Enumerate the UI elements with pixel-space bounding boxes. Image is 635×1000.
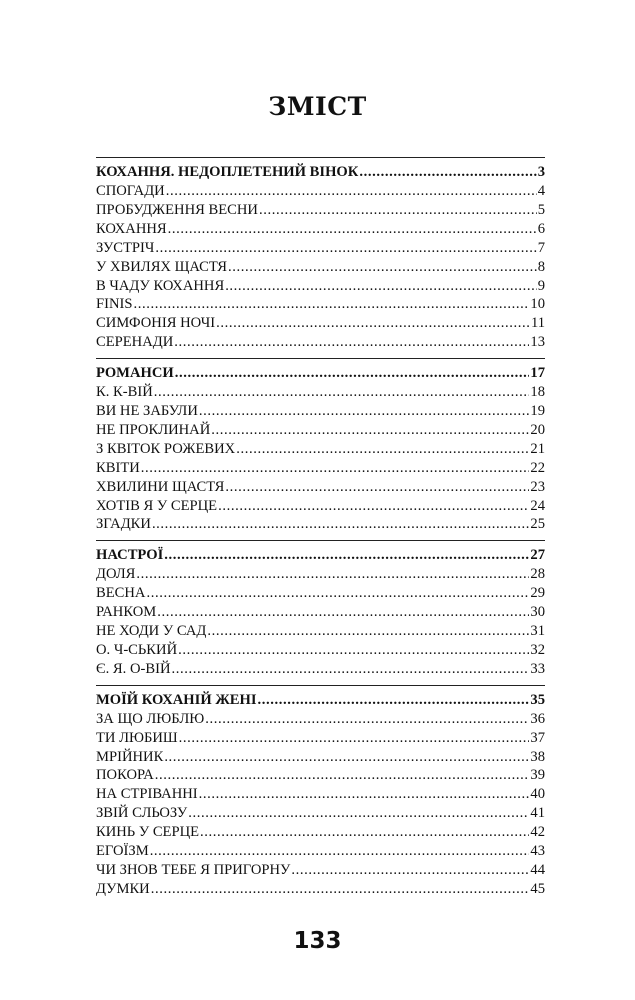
dot-leader xyxy=(225,277,537,296)
toc-entry xyxy=(96,220,545,239)
toc-entry-title: У ХВИЛЯХ ЩАСТЯ xyxy=(96,258,227,275)
toc-heading-title: МОЇЙ КОХАНІЙ ЖЕНІ xyxy=(96,691,257,708)
toc-entry xyxy=(96,710,545,729)
toc-entry-page: 5 xyxy=(537,201,545,218)
toc-entry xyxy=(96,729,545,748)
dot-leader xyxy=(359,163,536,182)
dot-leader xyxy=(211,421,529,440)
toc-section-heading xyxy=(96,691,545,710)
toc-entry-page: 13 xyxy=(530,334,545,351)
toc-entry xyxy=(96,880,545,899)
toc-entry-page: 23 xyxy=(530,478,545,495)
page-title: ЗМІСТ xyxy=(268,92,367,121)
dot-leader xyxy=(168,220,537,239)
dot-leader xyxy=(216,314,530,333)
toc-entry-title: ХВИЛИНИ ЩАСТЯ xyxy=(96,478,225,495)
toc-entry xyxy=(96,842,545,861)
toc-entry-page: 8 xyxy=(537,258,545,275)
toc-entry-title: НА СТРІВАННІ xyxy=(96,786,198,803)
dot-leader xyxy=(199,402,530,421)
toc-entry xyxy=(96,622,545,641)
toc-entry xyxy=(96,823,545,842)
toc-heading-title: КОХАННЯ. НЕДОПЛЕТЕНИЙ ВІНОК xyxy=(96,164,359,181)
toc-entry-page: 9 xyxy=(537,277,545,294)
dot-leader xyxy=(178,641,529,660)
toc-entry-title: З КВІТОК РОЖЕВИХ xyxy=(96,440,236,457)
toc-entry xyxy=(96,258,545,277)
dot-leader xyxy=(207,622,529,641)
toc-entry xyxy=(96,333,545,352)
toc-entry-page: 45 xyxy=(530,880,545,897)
toc-entry-page: 43 xyxy=(530,843,545,860)
dot-leader xyxy=(200,823,529,842)
toc-entry xyxy=(96,277,545,296)
toc-entry-page: 38 xyxy=(530,748,545,765)
toc-entry-page: 19 xyxy=(530,403,545,420)
toc-entry-page: 7 xyxy=(537,239,545,256)
dot-leader xyxy=(164,748,529,767)
dot-leader xyxy=(151,880,530,899)
toc-entry xyxy=(96,861,545,880)
dot-leader xyxy=(205,710,529,729)
toc-entry-page: 39 xyxy=(530,767,545,784)
toc-entry-title: ВЕСНА xyxy=(96,585,146,602)
toc-entry xyxy=(96,314,545,333)
toc-entry-title: КИНЬ У СЕРЦЕ xyxy=(96,824,200,841)
toc-section-heading xyxy=(96,163,545,182)
toc-entry xyxy=(96,440,545,459)
toc-entry-title: ЗГАДКИ xyxy=(96,516,151,533)
dot-leader xyxy=(134,295,530,314)
dot-leader xyxy=(150,842,530,861)
toc-entry xyxy=(96,295,545,314)
dot-leader xyxy=(157,603,529,622)
toc-entry-page: 21 xyxy=(530,440,545,457)
toc-entry-page: 30 xyxy=(530,604,545,621)
toc-heading-page: 35 xyxy=(530,691,545,708)
dot-leader xyxy=(141,459,530,478)
toc-entry-title: ПРОБУДЖЕННЯ ВЕСНИ xyxy=(96,201,258,218)
toc-entry-title: Є. Я. О-ВІЙ xyxy=(96,660,171,677)
toc-entry-title: ХОТІВ Я У СЕРЦЕ xyxy=(96,497,218,514)
toc-entry-title: О. Ч-СЬКИЙ xyxy=(96,641,178,658)
toc-entry-title: СЕРЕНАДИ xyxy=(96,334,174,351)
dot-leader xyxy=(155,766,530,785)
toc-entry-title: ЕГОЇЗМ xyxy=(96,843,149,860)
toc-entry xyxy=(96,641,545,660)
toc-entry-page: 28 xyxy=(530,566,545,583)
section-divider xyxy=(96,157,545,158)
toc-entry-page: 37 xyxy=(530,729,545,746)
dot-leader xyxy=(179,729,530,748)
toc-entry xyxy=(96,515,545,534)
dot-leader xyxy=(218,497,529,516)
toc-entry xyxy=(96,421,545,440)
toc-entry-page: 18 xyxy=(530,384,545,401)
toc-entry-page: 10 xyxy=(530,296,545,313)
toc-entry-title: СПОГАДИ xyxy=(96,183,165,200)
toc-heading-page: 3 xyxy=(537,164,545,181)
toc-entry xyxy=(96,660,545,679)
dot-leader xyxy=(174,333,529,352)
table-of-contents xyxy=(96,157,545,899)
dot-leader xyxy=(136,565,529,584)
toc-entry-title: КОХАННЯ xyxy=(96,220,167,237)
dot-leader xyxy=(258,691,530,710)
toc-entry-page: 33 xyxy=(530,660,545,677)
dot-leader xyxy=(172,660,530,679)
toc-heading-title: НАСТРОЇ xyxy=(96,547,164,564)
toc-entry-page: 36 xyxy=(530,710,545,727)
toc-entry xyxy=(96,584,545,603)
toc-entry-title: ДОЛЯ xyxy=(96,566,136,583)
section-divider xyxy=(96,685,545,686)
toc-entry-title: ЗВІЙ СЛЬОЗУ xyxy=(96,805,188,822)
toc-entry-page: 31 xyxy=(530,623,545,640)
section-divider xyxy=(96,358,545,359)
toc-entry-page: 22 xyxy=(530,459,545,476)
section-divider xyxy=(96,540,545,541)
toc-entry-page: 24 xyxy=(530,497,545,514)
toc-entry-title: FINIS xyxy=(96,296,133,313)
toc-entry-page: 44 xyxy=(530,861,545,878)
toc-entry-title: МРІЙНИК xyxy=(96,748,164,765)
toc-entry-page: 6 xyxy=(537,220,545,237)
toc-heading-page: 17 xyxy=(530,365,545,382)
toc-entry-page: 4 xyxy=(537,183,545,200)
toc-entry-title: НЕ ХОДИ У САД xyxy=(96,623,207,640)
dot-leader xyxy=(225,478,529,497)
dot-leader xyxy=(152,515,529,534)
toc-entry-title: ЗА ЩО ЛЮБЛЮ xyxy=(96,710,205,727)
toc-entry-title: ВИ НЕ ЗАБУЛИ xyxy=(96,403,198,420)
toc-entry xyxy=(96,478,545,497)
toc-entry xyxy=(96,748,545,767)
toc-entry-title: В ЧАДУ КОХАННЯ xyxy=(96,277,225,294)
toc-entry-title: ТИ ЛЮБИШ xyxy=(96,729,178,746)
toc-entry-page: 20 xyxy=(530,421,545,438)
toc-entry xyxy=(96,239,545,258)
toc-entry-page: 42 xyxy=(530,824,545,841)
toc-entry xyxy=(96,201,545,220)
dot-leader xyxy=(164,546,529,565)
toc-heading-page: 27 xyxy=(530,547,545,564)
toc-entry-page: 41 xyxy=(530,805,545,822)
toc-entry xyxy=(96,497,545,516)
toc-entry-title: НЕ ПРОКЛИНАЙ xyxy=(96,421,211,438)
toc-entry xyxy=(96,182,545,201)
toc-entry xyxy=(96,603,545,622)
page-number: 133 xyxy=(293,928,342,954)
toc-section-heading xyxy=(96,546,545,565)
toc-entry xyxy=(96,785,545,804)
toc-entry-title: РАНКОМ xyxy=(96,604,157,621)
toc-entry xyxy=(96,459,545,478)
toc-section-heading xyxy=(96,364,545,383)
toc-entry xyxy=(96,565,545,584)
toc-entry-page: 11 xyxy=(530,315,545,332)
toc-entry-title: ЧИ ЗНОВ ТЕБЕ Я ПРИГОРНУ xyxy=(96,861,291,878)
dot-leader xyxy=(155,239,536,258)
toc-entry xyxy=(96,766,545,785)
dot-leader xyxy=(199,785,530,804)
dot-leader xyxy=(175,364,530,383)
toc-entry xyxy=(96,804,545,823)
dot-leader xyxy=(188,804,529,823)
toc-entry xyxy=(96,402,545,421)
dot-leader xyxy=(146,584,529,603)
toc-entry-page: 40 xyxy=(530,786,545,803)
toc-entry xyxy=(96,383,545,402)
toc-heading-title: РОМАНСИ xyxy=(96,365,174,382)
toc-entry-page: 25 xyxy=(530,516,545,533)
dot-leader xyxy=(259,201,537,220)
toc-entry-title: ДУМКИ xyxy=(96,880,150,897)
toc-entry-title: К. К-ВІЙ xyxy=(96,384,153,401)
toc-entry-title: ЗУСТРІЧ xyxy=(96,239,155,256)
toc-entry-title: СИМФОНІЯ НОЧІ xyxy=(96,315,216,332)
dot-leader xyxy=(228,258,537,277)
toc-entry-title: ПОКОРА xyxy=(96,767,154,784)
dot-leader xyxy=(166,182,537,201)
dot-leader xyxy=(236,440,529,459)
toc-entry-title: КВІТИ xyxy=(96,459,140,476)
dot-leader xyxy=(154,383,530,402)
dot-leader xyxy=(291,861,529,880)
toc-entry-page: 32 xyxy=(530,641,545,658)
toc-entry-page: 29 xyxy=(530,585,545,602)
